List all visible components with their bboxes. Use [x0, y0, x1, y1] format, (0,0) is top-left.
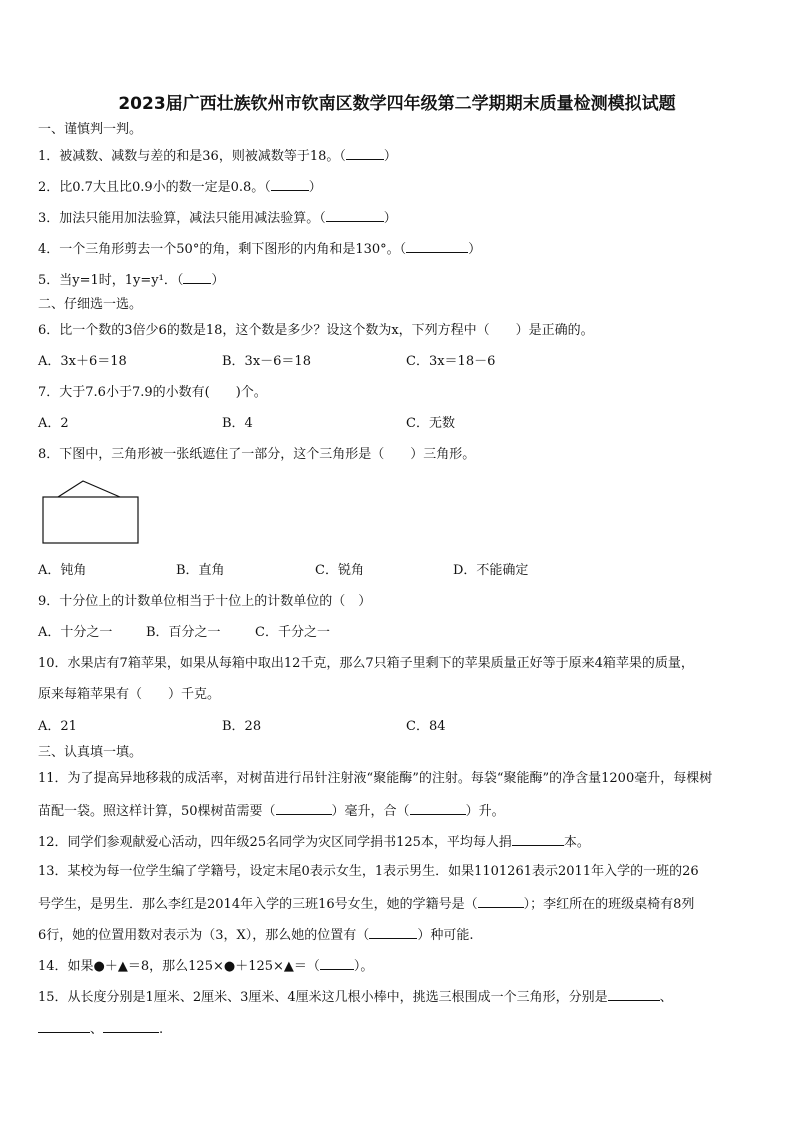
answer-blank[interactable]: [346, 147, 384, 160]
answer-blank[interactable]: [271, 178, 309, 191]
question-2: 2．比0.7大且比0.9小的数一定是0.8。（ ）: [38, 180, 322, 195]
answer-blank[interactable]: [183, 271, 211, 284]
option-d[interactable]: D．不能确定: [453, 563, 529, 578]
option-a[interactable]: A．钝角: [38, 563, 87, 578]
option-a[interactable]: A．3x＋6＝18: [38, 354, 127, 369]
option-a[interactable]: A．十分之一: [38, 625, 113, 640]
question-13-line-3: 6行，她的位置用数对表示为（3，X），那么她的位置有（ ）种可能.: [38, 928, 474, 943]
answer-blank[interactable]: [608, 988, 660, 1001]
question-8: 8．下图中，三角形被一张纸遮住了一部分，这个三角形是（ ）三角形。: [38, 447, 476, 462]
question-text: 1．被减数、减数与差的和是36，则被减数等于18。（: [38, 149, 346, 164]
question-3: 3．加法只能用加法验算，减法只能用减法验算。（ ）: [38, 211, 397, 226]
question-text: 2．比0.7大且比0.9小的数一定是0.8。（: [38, 180, 271, 195]
question-4: 4．一个三角形剪去一个50°的角，剩下图形的内角和是130°。（ ）: [38, 242, 482, 257]
question-10-line-2: 原来每箱苹果有（ ）千克。: [38, 687, 221, 702]
question-1: 1．被减数、减数与差的和是36，则被减数等于18。（ ）: [38, 149, 397, 164]
option-b[interactable]: B．28: [222, 719, 262, 734]
option-b[interactable]: B．直角: [176, 563, 225, 578]
option-c[interactable]: C．3x＝18－6: [406, 354, 496, 369]
option-a[interactable]: A．2: [38, 416, 69, 431]
option-b[interactable]: B．3x－6＝18: [222, 354, 311, 369]
section-heading-2: 二、仔细选一选。: [38, 297, 143, 312]
option-c[interactable]: C．千分之一: [255, 625, 330, 640]
answer-blank[interactable]: [320, 957, 354, 970]
question-15-line-1: 15．从长度分别是1厘米、2厘米、3厘米、4厘米这几根小棒中，挑选三根围成一个三角形，分别是 、: [38, 990, 673, 1005]
option-c[interactable]: C．无数: [406, 416, 455, 431]
question-11-line-1: 11．为了提高异地移栽的成活率，对树苗进行吊针注射液“聚能酶”的注射。每袋“聚能酶”的净含量1200毫升，每棵树: [38, 771, 713, 786]
option-b[interactable]: B．百分之一: [146, 625, 221, 640]
section-heading-1: 一、谨慎判一判。: [38, 122, 143, 137]
question-9: 9．十分位上的计数单位相当于十位上的计数单位的（ ）: [38, 594, 372, 609]
covering-paper-rect: [43, 497, 138, 543]
answer-blank[interactable]: [410, 802, 466, 815]
question-7: 7．大于7.6小于7.9的小数有( )个。: [38, 385, 267, 400]
question-6: 6．比一个数的3倍少6的数是18，这个数是多少？设这个数为x，下列方程中（ ）是正确的。: [38, 323, 594, 338]
answer-blank[interactable]: [38, 1020, 90, 1033]
section-heading-3: 三、认真填一填。: [38, 745, 143, 760]
covered-triangle-figure: [40, 478, 142, 546]
question-10-line-1: 10．水果店有7箱苹果，如果从每箱中取出12千克，那么7只箱子里剩下的苹果质量正好等于原来4箱苹果的质量，: [38, 656, 694, 671]
option-c[interactable]: C．锐角: [315, 563, 364, 578]
question-11-line-2: 苗配一袋。照这样计算，50棵树苗需要（ ）毫升，合（ ）升。: [38, 804, 505, 819]
question-13-line-1: 13．某校为每一位学生编了学籍号，设定末尾0表示女生，1表示男生．如果1101261表示2011年入学的一班的26: [38, 864, 699, 879]
answer-blank[interactable]: [276, 802, 332, 815]
question-5: 5．当y=1时，1y=y¹．（ ）: [38, 273, 225, 288]
question-text: 3．加法只能用加法验算，减法只能用减法验算。（: [38, 211, 326, 226]
triangle-peak: [58, 481, 120, 497]
answer-blank[interactable]: [478, 895, 524, 908]
answer-blank[interactable]: [512, 833, 564, 846]
page-title: 2023届广西壮族钦州市钦南区数学四年级第二学期期末质量检测模拟试题: [118, 94, 676, 114]
question-text: 4．一个三角形剪去一个50°的角，剩下图形的内角和是130°。（: [38, 242, 407, 257]
question-13-line-2: 号学生，是男生．那么李红是2014年入学的三班16号女生，她的学籍号是（ ）；李红所在的班级桌椅有8列: [38, 897, 695, 912]
question-text: 5．当y=1时，1y=y¹．（: [38, 273, 184, 288]
answer-blank[interactable]: [326, 209, 384, 222]
answer-blank[interactable]: [406, 240, 468, 253]
answer-blank[interactable]: [369, 926, 417, 939]
question-15-line-2: 、 .: [38, 1020, 163, 1038]
option-b[interactable]: B．4: [222, 416, 253, 431]
option-c[interactable]: C．84: [406, 719, 446, 734]
question-12: 12．同学们参观献爱心活动，四年级25名同学为灾区同学捐书125本，平均每人捐 本。: [38, 835, 590, 850]
question-14: 14．如果●＋▲＝8，那么125×●＋125×▲＝（ ）。: [38, 959, 374, 974]
option-a[interactable]: A．21: [38, 719, 77, 734]
answer-blank[interactable]: [103, 1020, 159, 1033]
